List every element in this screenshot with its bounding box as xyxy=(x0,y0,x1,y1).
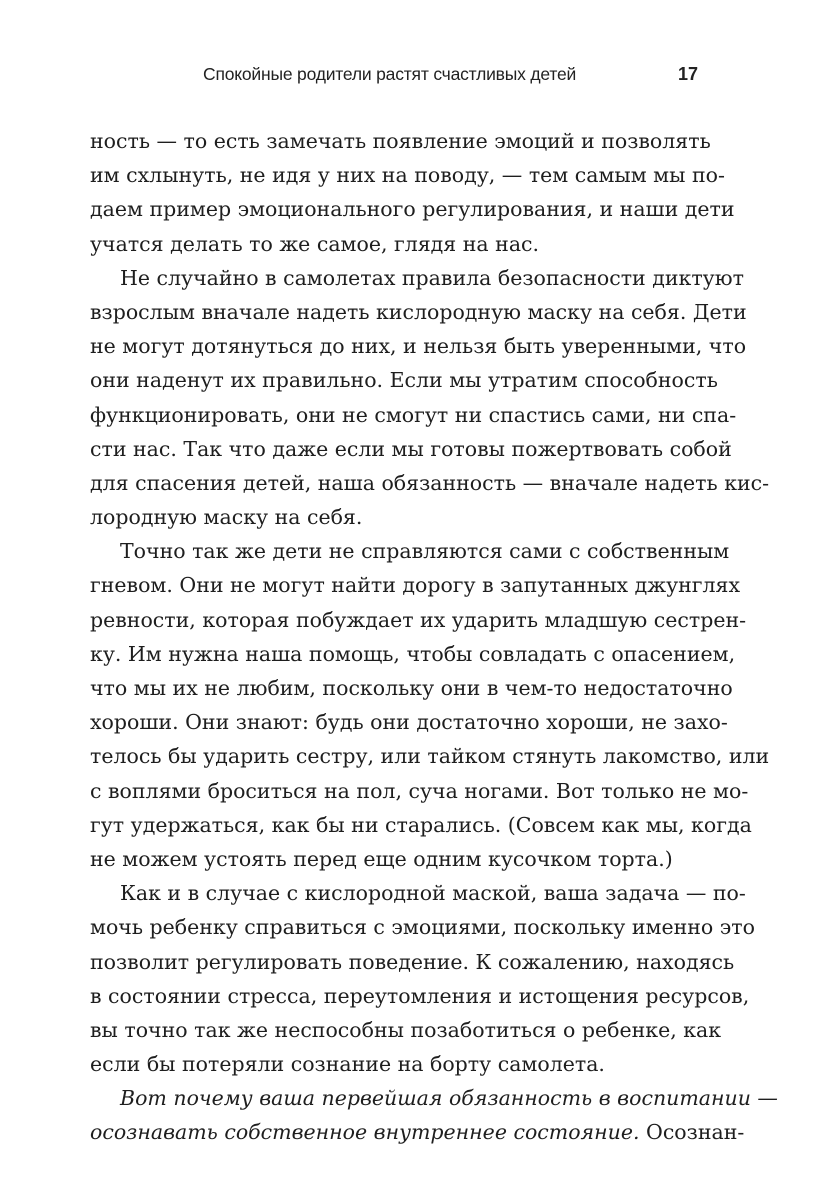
text-line: не можем устоять перед еще одним кусочком торта.) xyxy=(90,846,673,871)
text-line: Как и в случае с кислородной маской, ваша задача — по- xyxy=(120,881,746,906)
text-line: лородную маску на себя. xyxy=(90,505,363,530)
text-line: им схлынуть, не идя у них на поводу, — тем самым мы по- xyxy=(90,163,725,188)
italic-fragment: осознавать собственное внутреннее состояние. xyxy=(90,1120,640,1145)
text-line: вы точно так же неспособны позаботиться о ребенке, как xyxy=(90,1017,722,1042)
text-line: учатся делать то же самое, глядя на нас. xyxy=(90,231,540,256)
text-line: телось бы ударить сестру, или тайком стянуть лакомство, или xyxy=(90,744,770,769)
body-text xyxy=(90,124,778,1150)
text-line: Точно так же дети не справляются сами с собственным xyxy=(120,539,730,564)
text-line: что мы их не любим, поскольку они в чем-то недостаточно xyxy=(90,676,733,700)
text-line: в состоянии стресса, переутомления и истощения ресурсов, xyxy=(90,983,750,1008)
text-line: ревности, которая побуждает их ударить младшую сестрен- xyxy=(90,607,747,632)
page-number: 17 xyxy=(678,64,699,84)
text-line: гневом. Они не могут найти дорогу в запутанных джунглях xyxy=(90,573,741,598)
italic-text-line: Вот почему ваша первейшая обязанность в воспитании — xyxy=(120,1086,778,1111)
text-line: функционировать, они не смогут ни спастись сами, ни спа- xyxy=(90,402,737,427)
text-line: для спасения детей, наша обязанность — вначале надеть кис- xyxy=(90,470,770,495)
text-line: хороши. Они знают: будь они достаточно хороши, не захо- xyxy=(90,710,728,735)
text-line: взрослым вначале надеть кислородную маску на себя. Дети xyxy=(90,299,747,324)
text-line: даем пример эмоционального регулирования, и наши дети xyxy=(90,197,735,222)
text-line: ность — то есть замечать появление эмоций и позволять xyxy=(90,129,711,153)
text-line: гут удержаться, как бы ни старались. (Совсем как мы, когда xyxy=(90,812,752,837)
mixed-text-line xyxy=(90,1115,745,1149)
text-line: позволит регулировать поведение. К сожалению, находясь xyxy=(90,949,735,974)
text-line: если бы потеряли сознание на борту самолета. xyxy=(90,1052,605,1077)
roman-fragment: Осознан- xyxy=(646,1120,745,1145)
running-header-title: Спокойные родители растят счастливых детей xyxy=(203,64,577,84)
text-line: ку. Им нужна наша помощь, чтобы совладать с опасением, xyxy=(90,641,736,666)
text-line: не могут дотянуться до них, и нельзя быть уверенными, что xyxy=(90,334,747,359)
text-line: с воплями броситься на пол, суча ногами. Вот только не мо- xyxy=(90,778,749,803)
text-line: Не случайно в самолетах правила безопасности диктуют xyxy=(120,265,744,290)
text-line: мочь ребенку справиться с эмоциями, поскольку именно это xyxy=(90,915,755,940)
text-line: сти нас. Так что даже если мы готовы пожертвовать собой xyxy=(90,436,732,461)
text-line: они наденут их правильно. Если мы утратим способность xyxy=(90,368,718,393)
